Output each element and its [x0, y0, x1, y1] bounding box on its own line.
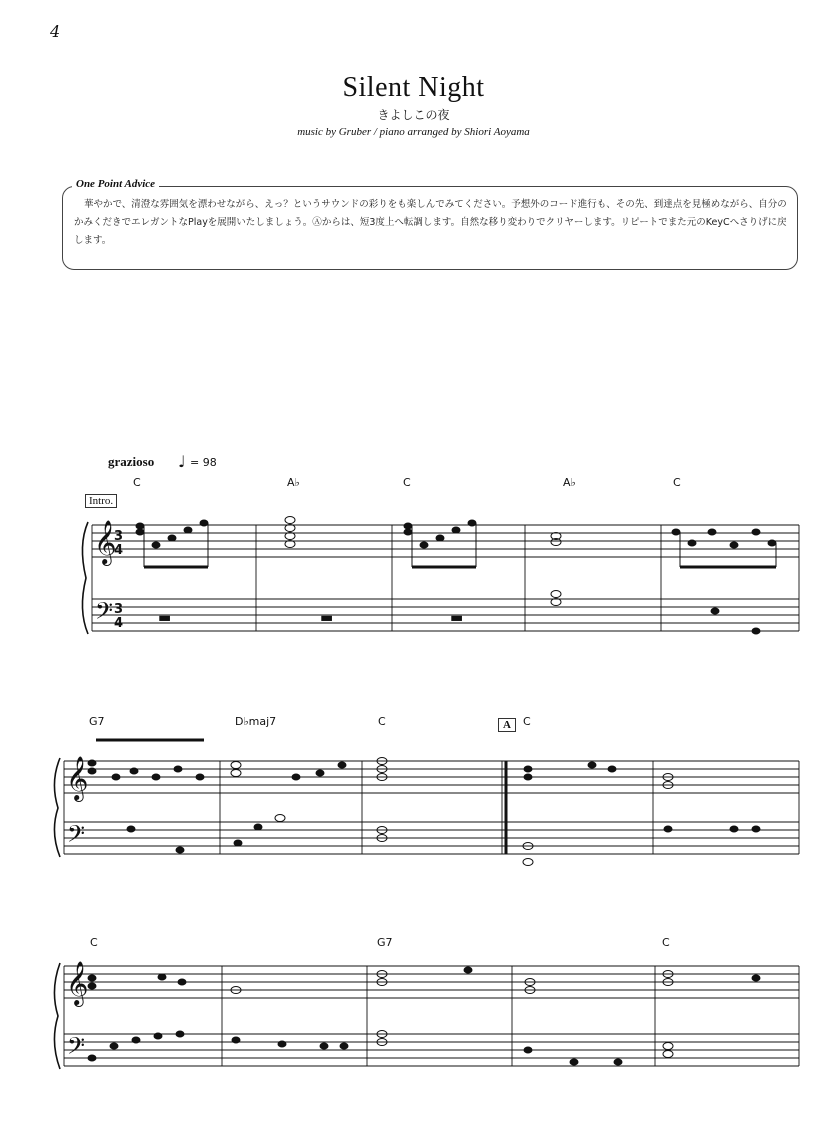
- page-number: 4: [50, 22, 61, 41]
- chord-symbol: C: [662, 936, 670, 949]
- treble-clef-icon: 𝄞: [66, 756, 89, 800]
- chord-symbol: G7: [377, 936, 393, 949]
- song-subtitle: きよしこの夜: [377, 108, 450, 122]
- chord-symbol: A♭: [563, 476, 576, 489]
- advice-heading: One Point Advice: [72, 178, 159, 190]
- tempo-marking: grazioso: [108, 454, 155, 469]
- chord-symbol: C: [90, 936, 98, 949]
- svg-text:4: 4: [114, 616, 124, 631]
- svg-text:▬: ▬: [450, 610, 464, 626]
- system-2: [54, 758, 799, 857]
- svg-text:3: 3: [114, 529, 124, 544]
- chord-symbol: C: [673, 476, 681, 489]
- song-title: Silent Night: [342, 72, 485, 103]
- chord-symbol: A♭: [287, 476, 300, 489]
- treble-clef-icon: 𝄞: [94, 520, 117, 564]
- svg-text:▬: ▬: [158, 610, 172, 626]
- bass-clef-icon: 𝄢: [67, 1032, 86, 1065]
- chord-symbol: C: [378, 715, 386, 728]
- chord-symbol: C: [133, 476, 141, 489]
- svg-text:3: 3: [114, 602, 124, 617]
- intro-label: Intro.: [85, 494, 117, 508]
- chord-symbol: D♭maj7: [235, 715, 277, 728]
- svg-text:▬: ▬: [320, 610, 334, 626]
- bass-clef-icon: 𝄢: [95, 597, 114, 630]
- tempo-value: = 98: [190, 456, 217, 469]
- chord-symbol: C: [403, 476, 411, 489]
- bass-clef-icon: 𝄢: [67, 820, 86, 853]
- song-credits: music by Gruber / piano arranged by Shiori Aoyama: [297, 126, 530, 138]
- svg-text:4: 4: [114, 543, 124, 558]
- quarter-note-icon: ♩: [178, 452, 186, 471]
- chord-symbol: C: [523, 715, 531, 728]
- chord-symbol: G7: [89, 715, 105, 728]
- treble-clef-icon: 𝄞: [66, 961, 89, 1005]
- system-3: [54, 963, 799, 1069]
- advice-text: 華やかで、清澄な雰囲気を漂わせながら、えっ？というサウンドの彩りをも楽しんでみてください。予想外のコード進行も、その先、到達点を見極めながら、自分のかみくだきでエレガントなPlayを展開いたしましょう。Ⓐからは、短3度上へ転調します。自然な移り変わりでクリヤーします。リピートでまた元のKeyCへさりげに戻します。: [74, 199, 787, 246]
- rehearsal-mark-a: A: [498, 718, 516, 732]
